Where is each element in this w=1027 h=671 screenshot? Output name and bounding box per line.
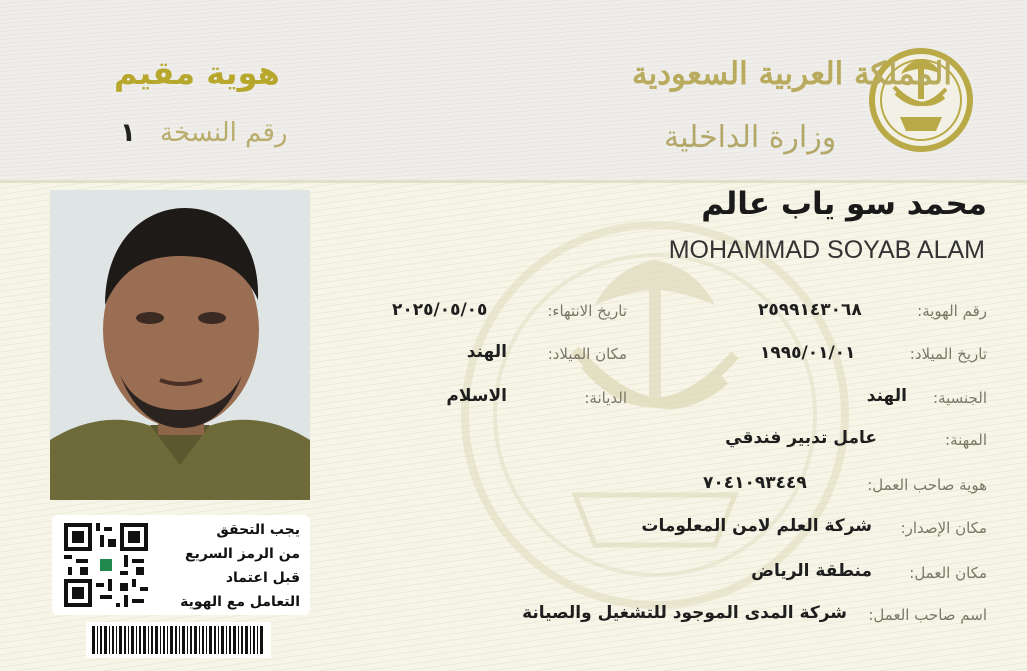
verification-note: [155, 518, 300, 614]
version-number: ١: [120, 118, 136, 148]
holder-name-arabic: محمد سو ياب عالم: [701, 186, 987, 222]
verification-line-4: التعامل مع الهوية: [180, 594, 300, 610]
nationality-value: الهند: [866, 386, 907, 406]
work-place-label: مكان العمل:: [909, 564, 987, 582]
holder-name-english: MOHAMMAD SOYAB ALAM: [668, 236, 985, 264]
verification-line-2: من الرمز السريع: [185, 546, 300, 562]
qr-code-icon[interactable]: [64, 523, 148, 607]
id-number-label: رقم الهوية:: [917, 302, 987, 320]
work-place-value: منطقة الرياض: [751, 561, 872, 581]
verification-line-1: يجب التحقق: [216, 522, 300, 538]
employer-name-label: اسم صاحب العمل:: [868, 606, 987, 624]
issue-place-value: شركة العلم لامن المعلومات: [641, 516, 872, 536]
id-number-value: ٢٥٩٩١٤٣٠٦٨: [758, 300, 862, 320]
birth-date-value: ١٩٩٥/٠١/٠١: [760, 343, 856, 363]
expiry-date-value: ٢٠٢٥/٠٥/٠٥: [392, 300, 488, 320]
birth-place-value: الهند: [466, 342, 507, 362]
birth-date-label: تاريخ الميلاد:: [909, 345, 987, 363]
employer-name-value: شركة المدى الموجود للتشغيل والصيانة: [522, 603, 847, 623]
barcode-container: [86, 622, 271, 658]
kingdom-name: المملكة العربية السعودية: [632, 56, 952, 92]
holder-photo: [50, 190, 310, 500]
version-label: رقم النسخة: [160, 118, 288, 148]
religion-label: الديانة:: [584, 389, 627, 407]
person-portrait-icon: [50, 190, 310, 500]
nationality-label: الجنسية:: [933, 389, 987, 407]
religion-value: الاسلام: [446, 386, 507, 406]
occupation-value: عامل تدبير فندقي: [725, 428, 877, 448]
expiry-date-label: تاريخ الانتهاء:: [547, 302, 627, 320]
document-title: هوية مقيم: [114, 54, 280, 92]
employer-id-value: ٧٠٤١٠٩٣٤٤٩: [703, 473, 807, 493]
issue-place-label: مكان الإصدار:: [900, 519, 987, 537]
watermark-emblem-icon: [455, 215, 855, 615]
barcode-icon: [92, 626, 265, 654]
occupation-label: المهنة:: [945, 431, 987, 449]
verification-line-3: قبل اعتماد: [225, 570, 300, 586]
birth-place-label: مكان الميلاد:: [547, 345, 627, 363]
employer-id-label: هوية صاحب العمل:: [867, 476, 987, 494]
ministry-name: وزارة الداخلية: [664, 120, 837, 155]
